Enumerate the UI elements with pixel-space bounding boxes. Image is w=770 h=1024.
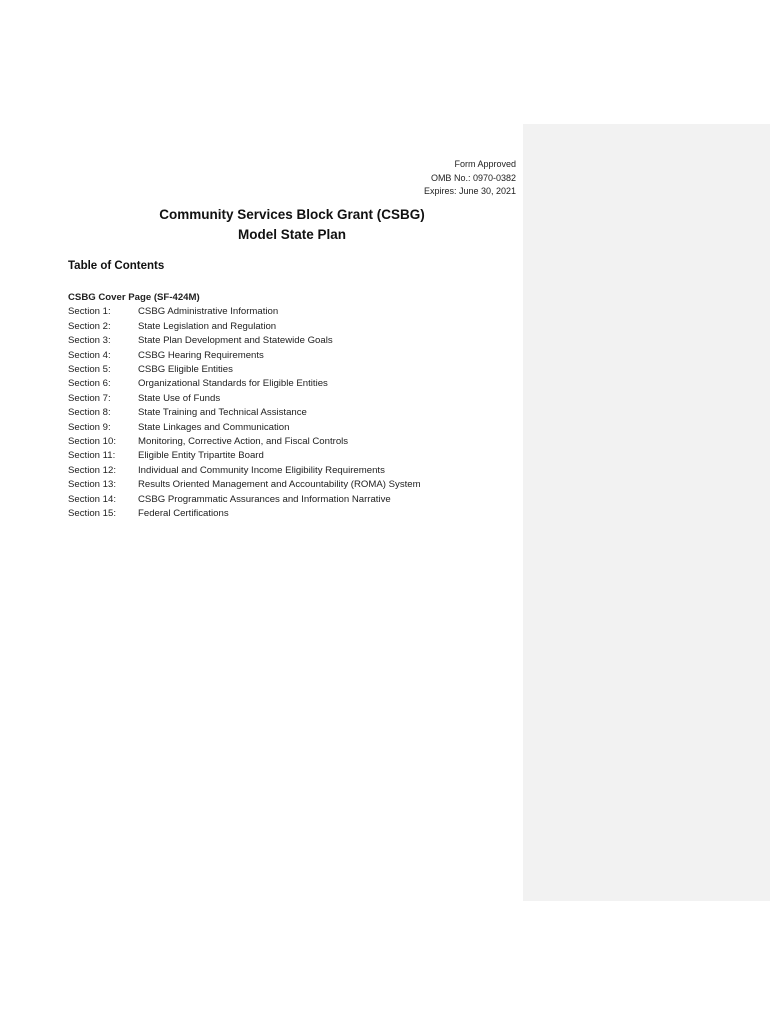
- toc-entry: [68, 464, 508, 478]
- toc-section-title: State Plan Development and Statewide Goals: [138, 335, 333, 347]
- toc-entry: [68, 406, 508, 420]
- toc-entry: [68, 305, 508, 319]
- toc-entry: [68, 392, 508, 406]
- document-title: [68, 205, 516, 245]
- omb-number-text: OMB No.: 0970-0382: [430, 172, 516, 183]
- toc-entry: [68, 421, 508, 435]
- toc-section-title: Results Oriented Management and Accountability (ROMA) System: [138, 479, 421, 491]
- toc-section-number: Section 7:: [68, 392, 111, 404]
- toc-section-number: Section 14:: [68, 493, 117, 505]
- toc-section-title: CSBG Eligible Entities: [138, 364, 233, 376]
- expiration-date-text: Expires: June 30, 2021: [423, 186, 516, 196]
- table-of-contents: [68, 291, 508, 522]
- toc-entry: [68, 320, 508, 334]
- toc-entry: [68, 334, 508, 348]
- toc-section-title: Organizational Standards for Eligible Entities: [138, 378, 328, 390]
- form-approval-block: [424, 158, 516, 199]
- toc-cover-page-entry: CSBG Cover Page (SF-424M): [68, 292, 200, 303]
- toc-section-title: State Legislation and Regulation: [138, 320, 277, 332]
- toc-section-title: State Use of Funds: [138, 392, 221, 404]
- toc-section-title: Eligible Entity Tripartite Board: [138, 450, 264, 462]
- toc-section-number: Section 3:: [68, 335, 111, 347]
- form-approved-text: Form Approved: [454, 159, 516, 169]
- toc-section-number: Section 8:: [68, 407, 111, 419]
- toc-section-number: Section 13:: [68, 479, 117, 491]
- toc-entry: [68, 349, 508, 363]
- toc-section-title: Individual and Community Income Eligibility Requirements: [138, 464, 385, 476]
- toc-section-title: CSBG Programmatic Assurances and Information Narrative: [138, 493, 391, 505]
- toc-entry: [68, 507, 508, 521]
- document-title-line-1: Community Services Block Grant (CSBG): [159, 207, 425, 222]
- toc-entry: [68, 435, 508, 449]
- toc-section-number: Section 9:: [68, 421, 111, 433]
- toc-section-number: Section 2:: [68, 320, 111, 332]
- toc-section-title: Federal Certifications: [138, 508, 229, 520]
- document-title-line-2: Model State Plan: [237, 227, 347, 242]
- toc-section-title: State Linkages and Communication: [138, 421, 290, 433]
- toc-section-number: Section 12:: [68, 464, 117, 476]
- toc-section-number: Section 11:: [68, 450, 116, 462]
- toc-entry: [68, 478, 508, 492]
- toc-entry: [68, 449, 508, 463]
- toc-entry: [68, 377, 508, 391]
- toc-heading: Table of Contents: [68, 260, 165, 272]
- toc-entry: [68, 363, 508, 377]
- toc-section-number: Section 6:: [68, 378, 111, 390]
- toc-entry: [68, 493, 508, 507]
- toc-section-number: Section 4:: [68, 349, 111, 361]
- comment-pane: [523, 124, 770, 901]
- toc-section-title: CSBG Administrative Information: [138, 306, 279, 318]
- toc-section-number: Section 15:: [68, 508, 117, 520]
- toc-section-title: State Training and Technical Assistance: [138, 407, 307, 419]
- toc-section-title: CSBG Hearing Requirements: [138, 349, 264, 361]
- toc-section-number: Section 5:: [68, 364, 111, 376]
- toc-section-title: Monitoring, Corrective Action, and Fiscal Controls: [138, 436, 349, 448]
- toc-section-number: Section 1:: [68, 306, 111, 318]
- toc-section-number: Section 10:: [68, 436, 117, 448]
